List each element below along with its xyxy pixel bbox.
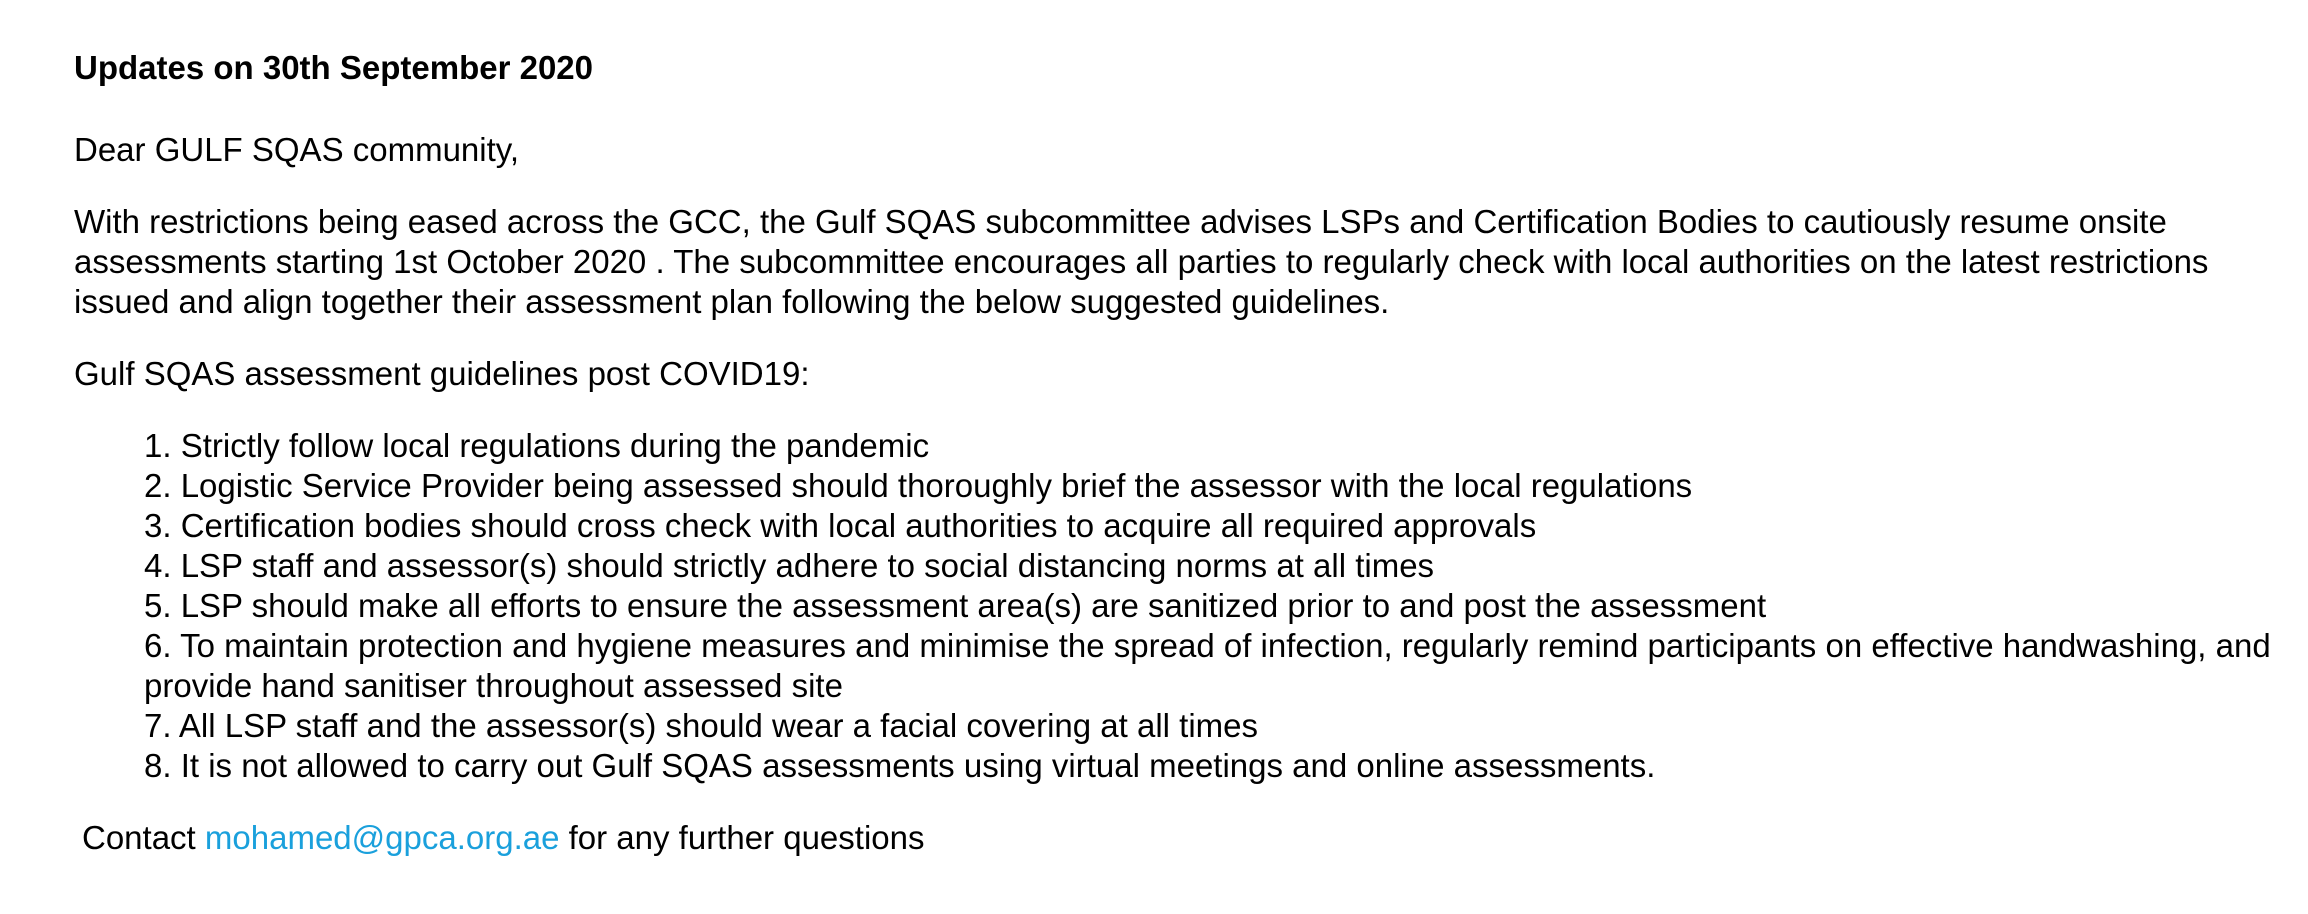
contact-prefix: Contact: [82, 819, 205, 856]
greeting: Dear GULF SQAS community,: [74, 131, 520, 168]
guideline-item: 2. Logistic Service Provider being assessed should thoroughly brief the assessor with the local regulations: [144, 467, 1693, 504]
spacer: [74, 322, 2274, 354]
document-body: [74, 48, 2274, 858]
spacer: [74, 394, 2274, 426]
contact-email-link[interactable]: mohamed@gpca.org.ae: [204, 819, 560, 856]
guideline-item: 1. Strictly follow local regulations during the pandemic: [144, 427, 930, 464]
guideline-item: 7. All LSP staff and the assessor(s) should wear a facial covering at all times: [144, 707, 1259, 744]
spacer: [74, 786, 2274, 818]
guidelines-list: [74, 426, 2274, 786]
guideline-item: 4. LSP staff and assessor(s) should strictly adhere to social distancing norms at all times: [144, 547, 1435, 584]
spacer: [74, 88, 2274, 130]
guideline-item: 6. To maintain protection and hygiene measures and minimise the spread of infection, regularly remind participants on effective handwashing, and provide hand sanitiser throughout assessed site: [144, 627, 2271, 704]
contact-suffix: for any further questions: [559, 819, 925, 856]
guidelines-heading: Gulf SQAS assessment guidelines post COVID19:: [74, 355, 810, 392]
guideline-item: 8. It is not allowed to carry out Gulf SQAS assessments using virtual meetings and online assessments.: [144, 747, 1656, 784]
guideline-item: 3. Certification bodies should cross check with local authorities to acquire all required approvals: [144, 507, 1537, 544]
spacer: [74, 170, 2274, 202]
document-title: Updates on 30th September 2020: [74, 49, 594, 86]
guideline-item: 5. LSP should make all efforts to ensure the assessment area(s) are sanitized prior to and post the assessment: [144, 587, 1767, 624]
contact-line: [74, 818, 2274, 858]
intro-paragraph: With restrictions being eased across the GCC, the Gulf SQAS subcommittee advises LSPs and Certification Bodies to cautiously resume onsite assessments starting 1st October 2020 . The subcommittee encourages all parties to regularly check with local authorities on the latest restrictions issued and align together their assessment plan following the below suggested guidelines.: [74, 203, 2209, 320]
